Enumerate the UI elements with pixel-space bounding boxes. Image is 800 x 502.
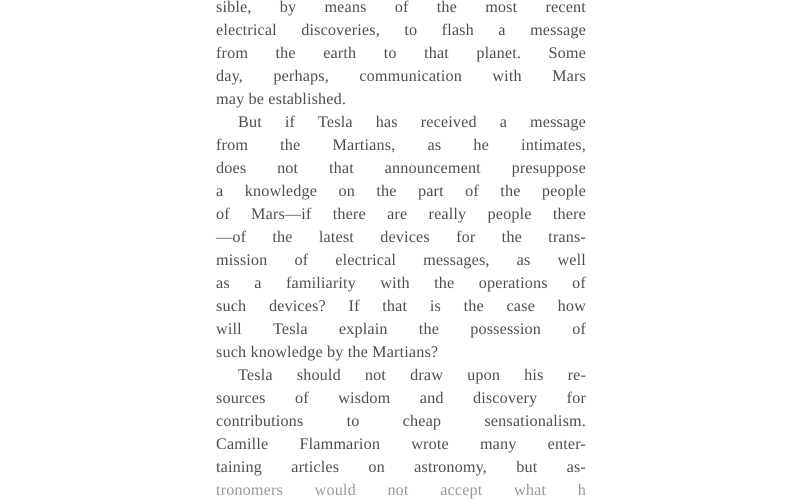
word: with: [492, 67, 522, 85]
word: If: [348, 297, 360, 315]
word: explain: [338, 320, 388, 338]
word: latest: [318, 228, 354, 246]
word: cheap: [402, 412, 442, 430]
text-line: may be established.: [216, 90, 347, 108]
word: possession: [470, 320, 541, 338]
word: he: [473, 136, 489, 154]
word: if: [284, 113, 296, 131]
word: as: [216, 274, 230, 292]
word: there: [332, 205, 366, 223]
word: flash: [441, 21, 474, 39]
text-line: [216, 387, 586, 410]
word: devices: [380, 228, 430, 246]
word: operations: [478, 274, 548, 292]
text-line: [216, 295, 586, 318]
word: for: [456, 228, 476, 246]
paragraph: [216, 0, 586, 111]
word: really: [428, 205, 467, 223]
text-line: [216, 134, 586, 157]
text-line: [216, 433, 586, 456]
word: electrical: [216, 21, 277, 39]
word: enter-: [547, 435, 586, 453]
word: sible,: [216, 0, 252, 16]
text-line: [216, 19, 586, 42]
word: announcement: [384, 159, 481, 177]
word: of: [216, 205, 230, 223]
word: trans-: [548, 228, 586, 246]
word: familiarity: [285, 274, 356, 292]
text-line: [216, 364, 586, 387]
word: accept: [440, 481, 483, 499]
word: the: [501, 228, 522, 246]
word: by: [279, 0, 297, 16]
word: received: [420, 113, 477, 131]
word: perhaps,: [273, 67, 329, 85]
text-line: such knowledge by the Martians?: [216, 343, 439, 361]
word: from: [216, 136, 249, 154]
word: on: [338, 182, 355, 200]
word: such: [216, 297, 247, 315]
word: as: [427, 136, 442, 154]
word: well: [557, 251, 586, 269]
word: earth: [323, 44, 357, 62]
word: should: [296, 366, 341, 384]
word: tronomers: [216, 481, 283, 499]
word: taining: [216, 458, 263, 476]
word: his: [524, 366, 544, 384]
word: re-: [567, 366, 586, 384]
word: h: [577, 481, 586, 499]
text-line: [216, 272, 586, 295]
word: discoveries,: [301, 21, 380, 39]
word: means: [324, 0, 367, 16]
text-line: [216, 410, 586, 433]
word: not: [364, 366, 387, 384]
word: of: [572, 274, 586, 292]
word: Tesla: [273, 320, 308, 338]
word: the: [376, 182, 397, 200]
word: a: [498, 21, 506, 39]
word: intimates,: [521, 136, 586, 154]
word: of: [394, 0, 409, 16]
word: mission: [216, 251, 268, 269]
word: message: [530, 21, 586, 39]
text-line: [216, 479, 586, 499]
word: on: [368, 458, 385, 476]
word: with: [380, 274, 410, 292]
word: astronomy,: [414, 458, 487, 476]
word: how: [557, 297, 586, 315]
word: will: [216, 320, 242, 338]
word: —of: [216, 228, 247, 246]
word: most: [485, 0, 518, 16]
word: part: [417, 182, 444, 200]
text-column: [216, 0, 586, 499]
word: the: [500, 182, 521, 200]
word: the: [418, 320, 440, 338]
word: to: [404, 21, 418, 39]
word: many: [479, 435, 517, 453]
word: people: [541, 182, 586, 200]
word: has: [375, 113, 398, 131]
word: Mars—if: [251, 205, 312, 223]
word: But: [238, 113, 262, 131]
word: Mars: [552, 67, 586, 85]
text-line: [216, 249, 586, 272]
word: devices?: [268, 297, 326, 315]
word: electrical: [335, 251, 397, 269]
word: Camille: [216, 435, 269, 453]
word: not: [277, 159, 299, 177]
text-line: [216, 111, 586, 134]
word: articles: [291, 458, 340, 476]
word: for: [566, 389, 586, 407]
word: the: [463, 297, 484, 315]
word: to: [346, 412, 360, 430]
text-line: [216, 456, 586, 479]
word: case: [506, 297, 535, 315]
word: a: [254, 274, 262, 292]
word: would: [314, 481, 356, 499]
word: the: [434, 274, 455, 292]
word: discovery: [472, 389, 538, 407]
word: of: [465, 182, 479, 200]
word: messages,: [423, 251, 490, 269]
text-line: [216, 0, 586, 19]
word: communication: [359, 67, 462, 85]
word: Tesla: [238, 366, 273, 384]
word: Flammarion: [299, 435, 381, 453]
text-line: [216, 203, 586, 226]
word: that: [328, 159, 354, 177]
text-line: [216, 65, 586, 88]
word: day,: [216, 67, 243, 85]
word: that: [424, 44, 449, 62]
word: Tesla: [318, 113, 353, 131]
text-line: [216, 318, 586, 341]
word: draw: [410, 366, 444, 384]
word: are: [387, 205, 408, 223]
text-line: [216, 226, 586, 249]
word: as: [516, 251, 531, 269]
word: that: [382, 297, 408, 315]
text-line: [216, 180, 586, 203]
word: the: [436, 0, 457, 16]
word: Some: [548, 44, 586, 62]
word: recent: [545, 0, 586, 16]
word: wrote: [411, 435, 449, 453]
word: contributions: [216, 412, 304, 430]
word: sources: [216, 389, 266, 407]
paragraph: [216, 111, 586, 364]
word: to: [383, 44, 397, 62]
word: not: [387, 481, 409, 499]
text-line: [216, 42, 586, 65]
word: wisdom: [338, 389, 391, 407]
word: is: [429, 297, 441, 315]
word: of: [294, 251, 309, 269]
word: of: [572, 320, 586, 338]
word: knowledge: [244, 182, 318, 200]
word: does: [216, 159, 247, 177]
word: a: [216, 182, 224, 200]
word: but: [516, 458, 538, 476]
paragraph: [216, 364, 586, 499]
word: upon: [467, 366, 501, 384]
word: there: [552, 205, 586, 223]
word: Martians,: [332, 136, 396, 154]
word: from: [216, 44, 249, 62]
word: the: [272, 228, 293, 246]
text-line: [216, 157, 586, 180]
word: of: [295, 389, 309, 407]
word: a: [499, 113, 508, 131]
word: the: [275, 44, 296, 62]
word: the: [280, 136, 301, 154]
word: planet.: [476, 44, 522, 62]
word: message: [530, 113, 586, 131]
word: presuppose: [511, 159, 586, 177]
word: and: [419, 389, 444, 407]
word: people: [487, 205, 532, 223]
word: sensationalism.: [484, 412, 586, 430]
word: as-: [566, 458, 586, 476]
word: what: [514, 481, 547, 499]
